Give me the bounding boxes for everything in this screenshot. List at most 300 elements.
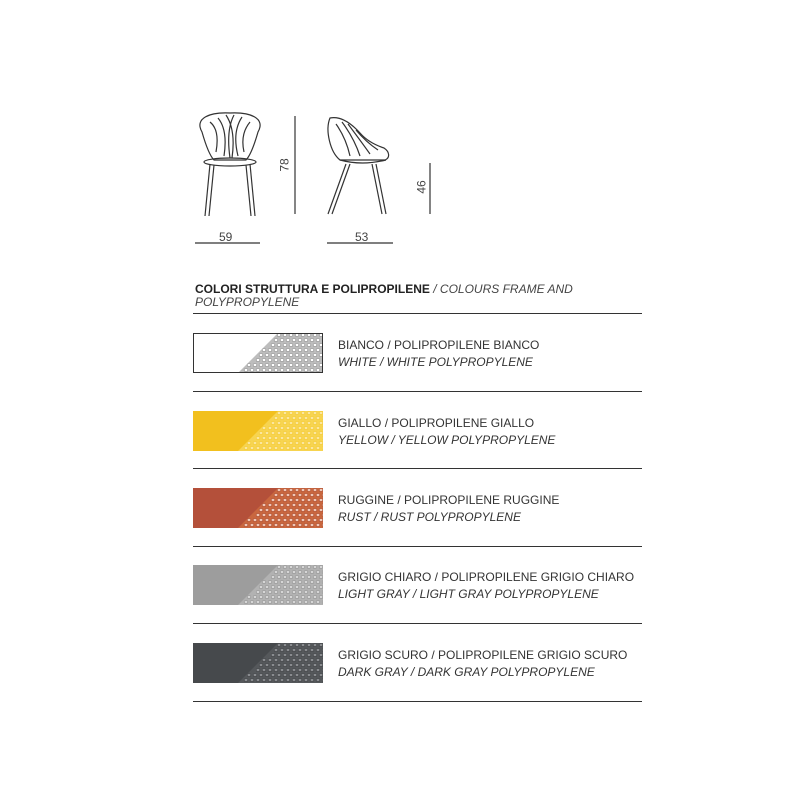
label-dark-gray	[338, 647, 627, 681]
mesh-hole	[322, 437, 323, 440]
chair-front-view	[200, 113, 260, 216]
mesh-hole	[292, 649, 296, 652]
mesh-hole	[313, 576, 317, 579]
mesh-hole	[313, 586, 317, 589]
mesh-hole	[313, 566, 317, 569]
mesh-hole	[313, 364, 317, 367]
mesh-hole	[316, 601, 320, 604]
mesh-hole	[271, 442, 275, 445]
mesh-hole	[304, 601, 308, 604]
mesh-hole	[313, 654, 317, 657]
mesh-hole	[259, 519, 263, 522]
mesh-hole	[322, 504, 323, 507]
mesh-hole	[286, 669, 290, 672]
mesh-hole	[295, 412, 299, 415]
swatch-texture	[193, 565, 323, 605]
label-en: DARK GRAY / DARK GRAY POLYPROPYLENE	[338, 665, 595, 679]
mesh-hole	[280, 437, 284, 440]
front-width-label: 59	[219, 230, 233, 244]
mesh-hole	[295, 489, 299, 492]
mesh-hole	[280, 504, 284, 507]
swatch-texture	[193, 488, 323, 528]
mesh-hole	[289, 509, 293, 512]
mesh-hole	[283, 412, 287, 415]
label-light-gray	[338, 569, 634, 603]
mesh-hole	[262, 679, 266, 682]
mesh-hole	[247, 519, 251, 522]
mesh-hole	[319, 566, 323, 569]
mesh-hole	[286, 514, 290, 517]
mesh-hole	[259, 509, 263, 512]
mesh-hole	[277, 364, 281, 367]
row-divider	[193, 623, 642, 624]
mesh-hole	[274, 524, 278, 527]
mesh-hole	[295, 354, 299, 357]
mesh-hole	[265, 432, 269, 435]
mesh-hole	[304, 369, 308, 372]
mesh-hole	[265, 354, 269, 357]
mesh-hole	[250, 447, 254, 450]
mesh-hole	[271, 354, 275, 357]
mesh-hole	[301, 664, 305, 667]
mesh-hole	[262, 447, 266, 450]
mesh-hole	[295, 644, 299, 647]
mesh-hole	[292, 417, 296, 420]
mesh-hole	[319, 422, 323, 425]
mesh-hole	[313, 344, 317, 347]
mesh-hole	[274, 349, 278, 352]
mesh-hole	[271, 432, 275, 435]
mesh-hole	[250, 601, 254, 604]
mesh-hole	[313, 354, 317, 357]
mesh-hole	[319, 412, 323, 415]
label-yellow	[338, 415, 555, 449]
mesh-hole	[322, 679, 323, 682]
mesh-hole	[286, 524, 290, 527]
mesh-hole	[256, 679, 260, 682]
mesh-hole	[304, 494, 308, 497]
mesh-hole	[310, 369, 314, 372]
mesh-hole	[286, 447, 290, 450]
mesh-hole	[247, 364, 251, 367]
mesh-hole	[292, 524, 296, 527]
mesh-hole	[298, 504, 302, 507]
mesh-hole	[313, 674, 317, 677]
mesh-hole	[307, 422, 311, 425]
mesh-hole	[298, 349, 302, 352]
mesh-hole	[298, 581, 302, 584]
mesh-hole	[271, 509, 275, 512]
mesh-hole	[316, 359, 320, 362]
mesh-hole	[310, 571, 314, 574]
mesh-hole	[304, 514, 308, 517]
mesh-hole	[262, 427, 266, 430]
mesh-hole	[283, 566, 287, 569]
mesh-hole	[316, 524, 320, 527]
mesh-hole	[256, 369, 260, 372]
mesh-hole	[271, 586, 275, 589]
mesh-hole	[301, 489, 305, 492]
mesh-hole	[283, 586, 287, 589]
mesh-hole	[295, 674, 299, 677]
mesh-hole	[280, 571, 284, 574]
mesh-hole	[307, 499, 311, 502]
mesh-hole	[304, 581, 308, 584]
mesh-hole	[322, 427, 323, 430]
mesh-hole	[304, 437, 308, 440]
mesh-hole	[289, 412, 293, 415]
label-en: RUST / RUST POLYPROPYLENE	[338, 510, 521, 524]
mesh-hole	[292, 504, 296, 507]
mesh-hole	[277, 442, 281, 445]
mesh-hole	[286, 679, 290, 682]
mesh-hole	[286, 504, 290, 507]
mesh-hole	[250, 679, 254, 682]
mesh-hole	[298, 369, 302, 372]
mesh-hole	[247, 674, 251, 677]
mesh-hole	[292, 591, 296, 594]
mesh-hole	[319, 664, 323, 667]
mesh-hole	[292, 339, 296, 342]
mesh-hole	[310, 591, 314, 594]
mesh-hole	[268, 659, 272, 662]
mesh-hole	[304, 349, 308, 352]
mesh-hole	[283, 489, 287, 492]
swatch-texture	[193, 411, 323, 451]
mesh-hole	[310, 504, 314, 507]
mesh-hole	[292, 659, 296, 662]
mesh-hole	[286, 601, 290, 604]
mesh-hole	[292, 494, 296, 497]
mesh-hole	[283, 354, 287, 357]
label-en: YELLOW / YELLOW POLYPROPYLENE	[338, 433, 556, 447]
mesh-hole	[307, 654, 311, 657]
mesh-hole	[286, 581, 290, 584]
mesh-hole	[250, 369, 254, 372]
mesh-hole	[286, 339, 290, 342]
mesh-hole	[277, 489, 281, 492]
mesh-hole	[322, 514, 323, 517]
mesh-hole	[301, 566, 305, 569]
mesh-hole	[244, 447, 248, 450]
mesh-hole	[280, 649, 284, 652]
mesh-hole	[259, 432, 263, 435]
mesh-hole	[310, 339, 314, 342]
mesh-hole	[304, 679, 308, 682]
mesh-hole	[301, 442, 305, 445]
mesh-hole	[289, 664, 293, 667]
mesh-hole	[280, 601, 284, 604]
mesh-hole	[277, 422, 281, 425]
mesh-hole	[268, 669, 272, 672]
mesh-hole	[307, 412, 311, 415]
label-it: GIALLO / POLIPROPILENE GIALLO	[338, 416, 535, 430]
mesh-hole	[265, 509, 269, 512]
swatch-dark-gray	[193, 643, 323, 683]
mesh-hole	[307, 674, 311, 677]
mesh-hole	[292, 601, 296, 604]
seat-height-label: 46	[414, 180, 429, 194]
mesh-hole	[259, 674, 263, 677]
mesh-hole	[271, 674, 275, 677]
colours-section-title	[195, 283, 635, 309]
mesh-hole	[298, 427, 302, 430]
mesh-hole	[316, 494, 320, 497]
mesh-hole	[277, 432, 281, 435]
mesh-hole	[250, 524, 254, 527]
mesh-hole	[283, 576, 287, 579]
mesh-hole	[262, 659, 266, 662]
mesh-hole	[292, 447, 296, 450]
mesh-hole	[310, 601, 314, 604]
mesh-hole	[286, 571, 290, 574]
mesh-hole	[316, 427, 320, 430]
mesh-hole	[277, 654, 281, 657]
mesh-hole	[268, 679, 272, 682]
mesh-hole	[316, 581, 320, 584]
label-it: GRIGIO SCURO / POLIPROPILENE GRIGIO SCURO	[338, 648, 628, 662]
mesh-hole	[322, 601, 323, 604]
label-it: GRIGIO CHIARO / POLIPROPILENE GRIGIO CHIARO	[338, 570, 635, 584]
label-en: WHITE / WHITE POLYPROPYLENE	[338, 355, 533, 369]
mesh-hole	[277, 519, 281, 522]
mesh-hole	[286, 359, 290, 362]
mesh-hole	[289, 674, 293, 677]
mesh-hole	[301, 586, 305, 589]
mesh-hole	[289, 644, 293, 647]
mesh-hole	[319, 499, 323, 502]
mesh-hole	[298, 571, 302, 574]
mesh-hole	[274, 669, 278, 672]
row-divider	[193, 391, 642, 392]
mesh-hole	[322, 571, 323, 574]
mesh-hole	[298, 659, 302, 662]
mesh-hole	[295, 596, 299, 599]
mesh-hole	[319, 489, 323, 492]
mesh-hole	[307, 576, 311, 579]
mesh-hole	[295, 566, 299, 569]
mesh-hole	[271, 364, 275, 367]
mesh-hole	[286, 417, 290, 420]
mesh-hole	[310, 494, 314, 497]
mesh-hole	[283, 509, 287, 512]
mesh-hole	[268, 601, 272, 604]
mesh-hole	[256, 437, 260, 440]
mesh-hole	[277, 644, 281, 647]
mesh-hole	[319, 509, 323, 512]
mesh-hole	[274, 417, 278, 420]
mesh-hole	[307, 364, 311, 367]
mesh-hole	[295, 499, 299, 502]
mesh-hole	[316, 369, 320, 372]
mesh-hole	[316, 571, 320, 574]
mesh-hole	[307, 509, 311, 512]
mesh-hole	[262, 524, 266, 527]
mesh-hole	[304, 359, 308, 362]
mesh-hole	[295, 509, 299, 512]
row-divider	[193, 468, 642, 469]
mesh-hole	[265, 519, 269, 522]
mesh-hole	[289, 596, 293, 599]
label-it: RUGGINE / POLIPROPILENE RUGGINE	[338, 493, 560, 507]
mesh-hole	[280, 369, 284, 372]
mesh-hole	[322, 669, 323, 672]
mesh-hole	[271, 499, 275, 502]
mesh-hole	[271, 576, 275, 579]
mesh-hole	[313, 412, 317, 415]
mesh-hole	[319, 576, 323, 579]
mesh-hole	[307, 566, 311, 569]
mesh-hole	[253, 364, 257, 367]
mesh-hole	[304, 649, 308, 652]
mesh-hole	[280, 417, 284, 420]
mesh-hole	[316, 591, 320, 594]
mesh-hole	[271, 344, 275, 347]
mesh-hole	[298, 447, 302, 450]
mesh-hole	[310, 514, 314, 517]
mesh-hole	[307, 344, 311, 347]
mesh-hole	[307, 354, 311, 357]
mesh-hole	[292, 437, 296, 440]
mesh-hole	[280, 427, 284, 430]
mesh-hole	[304, 591, 308, 594]
mesh-hole	[274, 649, 278, 652]
mesh-hole	[304, 659, 308, 662]
mesh-hole	[274, 571, 278, 574]
mesh-hole	[319, 674, 323, 677]
mesh-hole	[310, 649, 314, 652]
mesh-hole	[289, 442, 293, 445]
mesh-hole	[316, 679, 320, 682]
mesh-hole	[322, 417, 323, 420]
mesh-hole	[262, 359, 266, 362]
mesh-hole	[274, 679, 278, 682]
swatch-white	[193, 333, 323, 373]
mesh-hole	[316, 514, 320, 517]
mesh-hole	[253, 596, 257, 599]
mesh-hole	[277, 412, 281, 415]
mesh-hole	[268, 369, 272, 372]
mesh-hole	[283, 644, 287, 647]
mesh-hole	[277, 566, 281, 569]
swatch-yellow	[193, 411, 323, 451]
mesh-hole	[301, 644, 305, 647]
mesh-hole	[298, 514, 302, 517]
mesh-hole	[256, 514, 260, 517]
mesh-hole	[283, 364, 287, 367]
mesh-hole	[292, 679, 296, 682]
mesh-hole	[295, 344, 299, 347]
mesh-hole	[265, 596, 269, 599]
mesh-hole	[301, 412, 305, 415]
mesh-hole	[316, 339, 320, 342]
mesh-hole	[265, 674, 269, 677]
mesh-hole	[301, 432, 305, 435]
mesh-hole	[298, 649, 302, 652]
mesh-hole	[262, 437, 266, 440]
mesh-hole	[283, 442, 287, 445]
height-label: 78	[277, 158, 292, 172]
label-white	[338, 337, 539, 371]
mesh-hole	[295, 442, 299, 445]
mesh-hole	[313, 644, 317, 647]
mesh-hole	[289, 499, 293, 502]
mesh-hole	[322, 659, 323, 662]
mesh-hole	[244, 524, 248, 527]
mesh-hole	[289, 576, 293, 579]
mesh-hole	[322, 649, 323, 652]
mesh-hole	[301, 674, 305, 677]
label-it: BIANCO / POLIPROPILENE BIANCO	[338, 338, 540, 352]
mesh-hole	[262, 601, 266, 604]
mesh-hole	[289, 432, 293, 435]
swatch-light-gray	[193, 565, 323, 605]
mesh-hole	[262, 349, 266, 352]
mesh-hole	[253, 442, 257, 445]
mesh-hole	[316, 659, 320, 662]
mesh-hole	[295, 432, 299, 435]
mesh-hole	[283, 654, 287, 657]
mesh-hole	[274, 504, 278, 507]
mesh-hole	[253, 674, 257, 677]
mesh-hole	[292, 514, 296, 517]
mesh-hole	[277, 576, 281, 579]
mesh-hole	[283, 674, 287, 677]
mesh-hole	[280, 524, 284, 527]
mesh-hole	[322, 447, 323, 450]
mesh-hole	[280, 591, 284, 594]
chair-side-view	[328, 118, 389, 214]
mesh-hole	[310, 669, 314, 672]
mesh-hole	[268, 514, 272, 517]
mesh-hole	[283, 344, 287, 347]
mesh-hole	[292, 669, 296, 672]
section-divider	[193, 313, 642, 314]
mesh-hole	[271, 654, 275, 657]
mesh-hole	[265, 664, 269, 667]
mesh-hole	[310, 524, 314, 527]
mesh-hole	[256, 601, 260, 604]
mesh-hole	[310, 427, 314, 430]
mesh-hole	[271, 519, 275, 522]
mesh-hole	[286, 649, 290, 652]
row-divider	[193, 701, 642, 702]
mesh-hole	[277, 586, 281, 589]
mesh-hole	[286, 349, 290, 352]
mesh-hole	[307, 644, 311, 647]
mesh-hole	[289, 364, 293, 367]
mesh-hole	[304, 669, 308, 672]
mesh-hole	[304, 447, 308, 450]
mesh-hole	[277, 674, 281, 677]
mesh-hole	[301, 499, 305, 502]
mesh-hole	[301, 344, 305, 347]
mesh-hole	[295, 664, 299, 667]
mesh-hole	[307, 664, 311, 667]
mesh-hole	[286, 591, 290, 594]
mesh-hole	[298, 437, 302, 440]
mesh-hole	[247, 442, 251, 445]
mesh-hole	[319, 432, 323, 435]
mesh-hole	[280, 339, 284, 342]
mesh-hole	[295, 422, 299, 425]
mesh-hole	[265, 586, 269, 589]
mesh-hole	[280, 349, 284, 352]
mesh-hole	[289, 654, 293, 657]
mesh-hole	[313, 509, 317, 512]
mesh-hole	[301, 422, 305, 425]
mesh-hole	[277, 596, 281, 599]
